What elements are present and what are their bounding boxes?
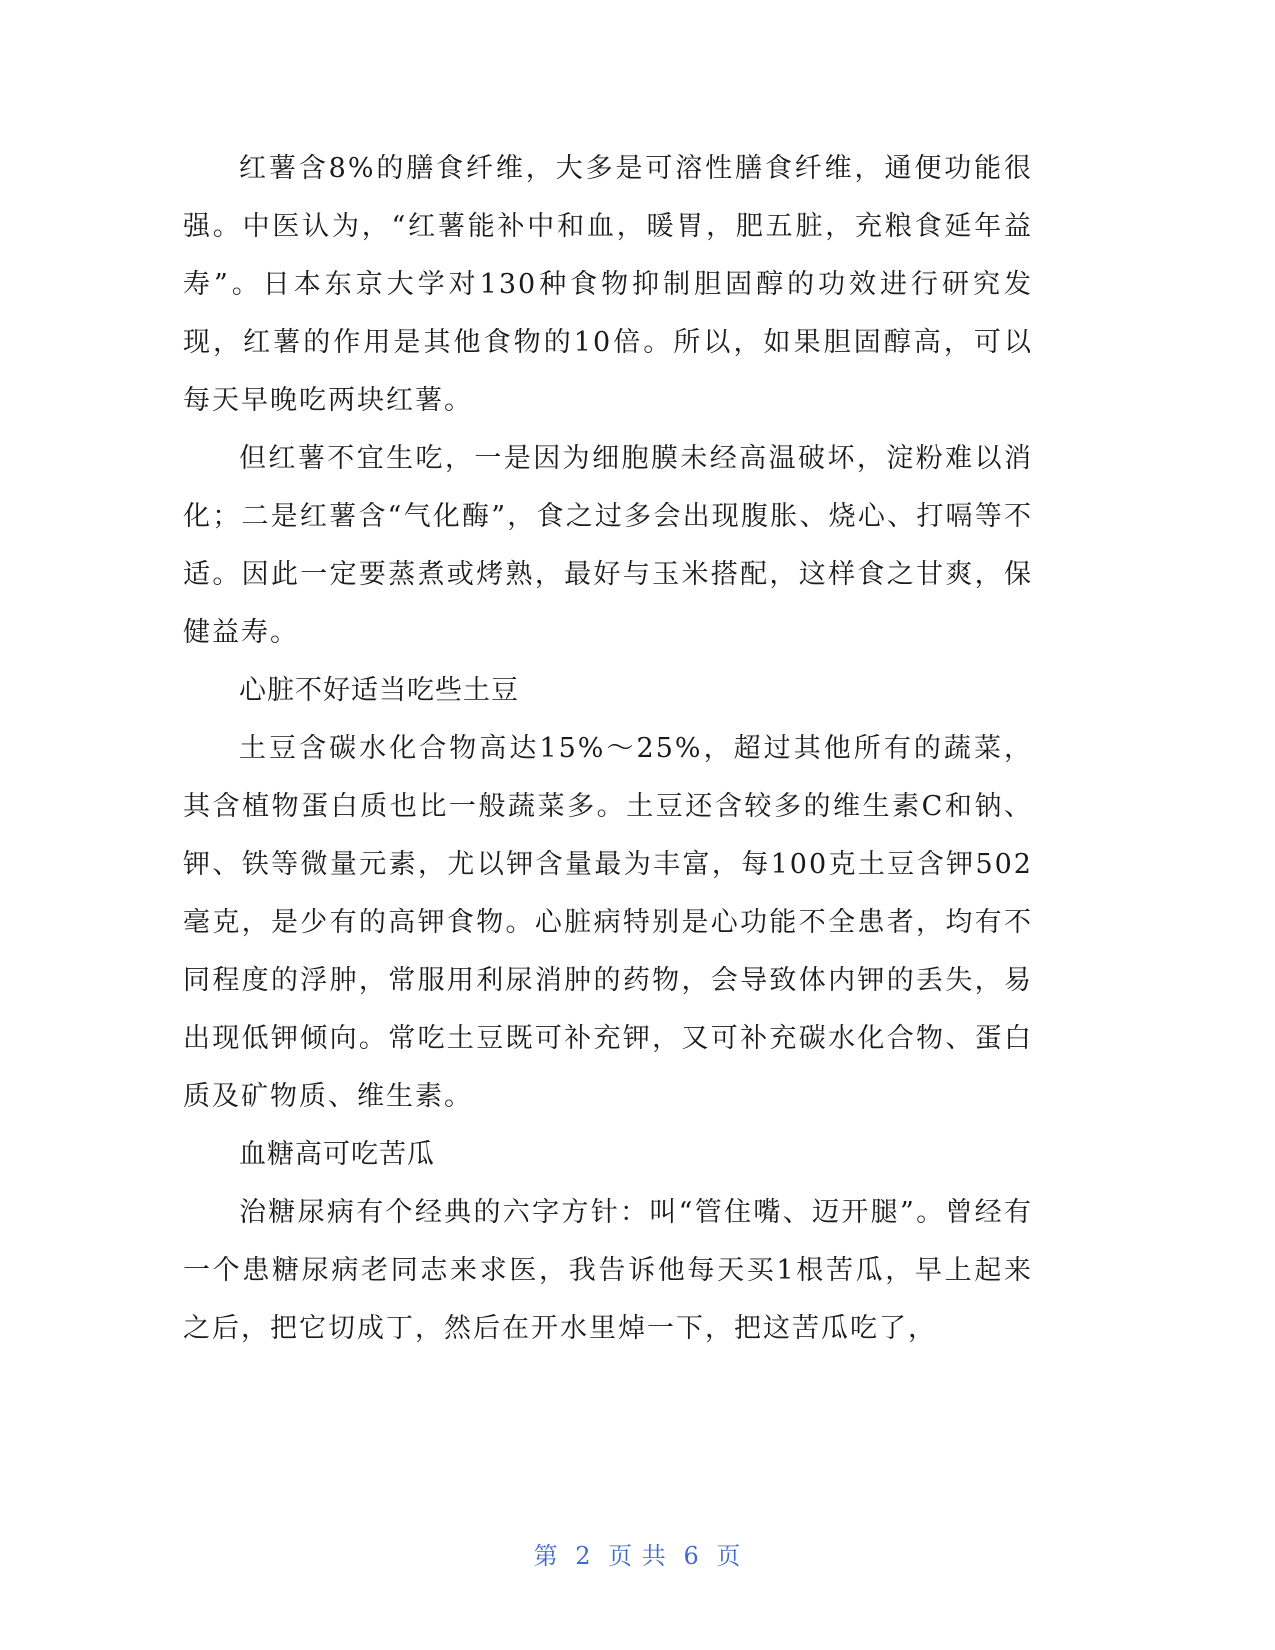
footer-middle: 页 共 (608, 1542, 667, 1570)
paragraph-potato-potassium: 土豆含碳水化合物高达15%～25%，超过其他所有的蔬菜，其含植物蛋白质也比一般蔬菜多。土豆还含较多的维生素C和钠、钾、铁等微量元素，尤以钾含量最为丰富，每100克土豆含钾502毫克，是少有的高钾食物。心脏病特别是心功能不全患者，均有不同程度的浮肿，常服用利尿消肿的药物，会导致体内钾的丢失，易出现低钾倾向。常吃土豆既可补充钾，又可补充碳水化合物、蛋白质及矿物质、维生素。 (183, 733, 1033, 1112)
section-heading-potato: 心脏不好适当吃些土豆 (239, 675, 519, 706)
footer-total-pages: 6 (683, 1542, 700, 1570)
footer-suffix: 页 (716, 1542, 742, 1570)
paragraph-diabetes-advice: 治糖尿病有个经典的六字方针：叫“管住嘴、迈开腿”。曾经有一个患糖尿病老同志来求医，我告诉他每天买1根苦瓜，早上起来之后，把它切成丁，然后在开水里焯一下，把这苦瓜吃了， (183, 1197, 1033, 1344)
paragraph-sweet-potato-cooking: 但红薯不宜生吃，一是因为细胞膜未经高温破坏，淀粉难以消化；二是红薯含“气化酶”，食之过多会出现腹胀、烧心、打嗝等不适。因此一定要蒸煮或烤熟，最好与玉米搭配，这样食之甘爽，保健益寿。 (183, 443, 1033, 648)
page-footer (0, 1536, 1275, 1571)
document-body (183, 140, 1033, 1358)
footer-current-page: 2 (575, 1542, 592, 1570)
footer-prefix: 第 (533, 1542, 559, 1570)
section-heading-bitter-melon: 血糖高可吃苦瓜 (239, 1139, 435, 1170)
paragraph-sweet-potato-fiber: 红薯含8%的膳食纤维，大多是可溶性膳食纤维，通便功能很强。中医认为，“红薯能补中和血，暖胃，肥五脏，充粮食延年益寿”。日本东京大学对130种食物抑制胆固醇的功效进行研究发现，红薯的作用是其他食物的10倍。所以，如果胆固醇高，可以每天早晚吃两块红薯。 (183, 153, 1033, 416)
